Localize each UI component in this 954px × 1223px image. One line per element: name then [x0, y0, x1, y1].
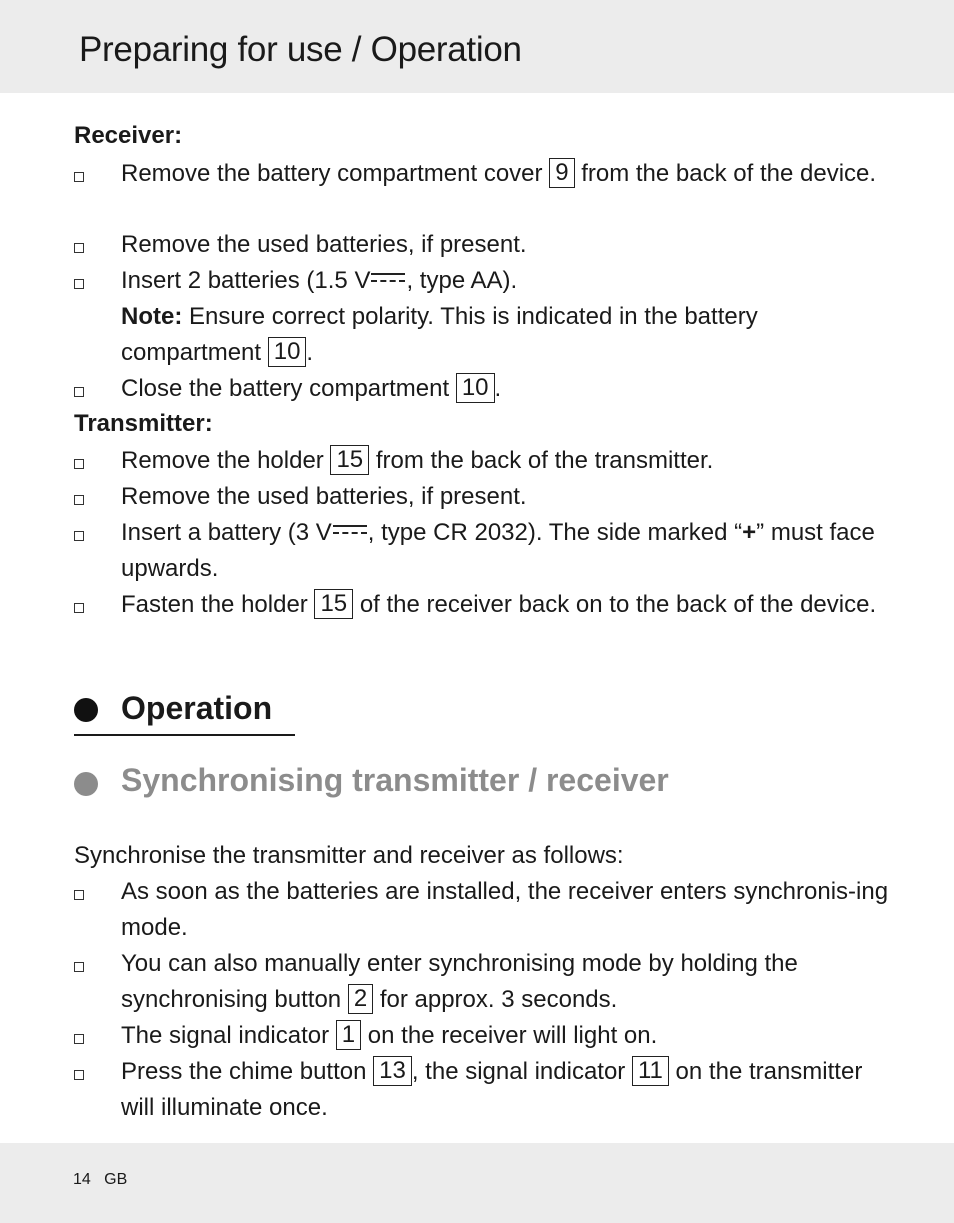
page-number: 14 GB [73, 1171, 128, 1188]
plus-symbol: + [742, 519, 757, 546]
transmitter-heading: Transmitter: [74, 410, 213, 437]
receiver-step-3: Insert 2 batteries (1.5 V , type AA). [121, 267, 518, 294]
page-header [0, 0, 954, 93]
dc-symbol-icon [371, 273, 405, 285]
checkbox-bullet-icon [74, 172, 84, 182]
operation-title: Operation [121, 690, 273, 726]
receiver-heading: Receiver: [74, 122, 183, 149]
sync-step-3: The signal indicator 1 on the receiver will light on. [121, 1021, 658, 1049]
checkbox-bullet-icon [74, 459, 84, 469]
ref-number: 1 [336, 1020, 361, 1050]
transmitter-step-1: Remove the holder 15 from the back of the transmitter. [121, 446, 714, 474]
ref-number: 9 [549, 158, 574, 188]
bullet-dot-icon [74, 698, 98, 722]
receiver-step-4: Close the battery compartment 10 . [121, 374, 502, 402]
page-title: Preparing for use / Operation [79, 30, 522, 69]
sync-title: Synchronising transmitter / receiver [121, 762, 669, 798]
page-footer [0, 1143, 954, 1223]
checkbox-bullet-icon [74, 1034, 84, 1044]
ref-number: 13 [373, 1056, 412, 1086]
transmitter-step-2: Remove the used batteries, if present. [121, 483, 527, 510]
bullet-dot-icon [74, 772, 98, 796]
sync-intro: Synchronise the transmitter and receiver as follows: [74, 842, 624, 869]
checkbox-bullet-icon [74, 387, 84, 397]
checkbox-bullet-icon [74, 495, 84, 505]
ref-number: 10 [268, 337, 307, 367]
dc-symbol-icon [333, 525, 367, 537]
transmitter-step-4: Fasten the holder 15 of the receiver back on to the back of the device. [121, 590, 877, 618]
ref-number: 11 [632, 1056, 669, 1086]
checkbox-bullet-icon [74, 1070, 84, 1080]
receiver-step-1: Remove the battery compartment cover 9 from the back of the device. [121, 159, 877, 187]
ref-number: 10 [456, 373, 495, 403]
note-label: Note: [121, 303, 183, 330]
sync-step-1: As soon as the batteries are installed, the receiver enters synchronis-ing mode. [121, 878, 889, 941]
checkbox-bullet-icon [74, 890, 84, 900]
receiver-step-2: Remove the used batteries, if present. [121, 231, 527, 258]
ref-number: 15 [330, 445, 369, 475]
transmitter-step-3: Insert a battery (3 V , type CR 2032). The side marked “+” must face upwards. [121, 519, 875, 582]
checkbox-bullet-icon [74, 531, 84, 541]
operation-section-heading [74, 688, 295, 736]
ref-number: 2 [348, 984, 373, 1014]
ref-number: 15 [314, 589, 353, 619]
checkbox-bullet-icon [74, 279, 84, 289]
sync-subsection-heading [74, 762, 774, 806]
sync-step-4: Press the chime button 13 , the signal indicator 11 on the transmitter will illuminate once. [121, 1057, 863, 1121]
receiver-note: Note: Ensure correct polarity. This is indicated in the battery compartment 10 . [121, 303, 758, 366]
sync-step-2: You can also manually enter synchronising mode by holding the synchronising button 2 for approx. 3 seconds. [121, 950, 798, 1013]
checkbox-bullet-icon [74, 243, 84, 253]
checkbox-bullet-icon [74, 962, 84, 972]
checkbox-bullet-icon [74, 603, 84, 613]
